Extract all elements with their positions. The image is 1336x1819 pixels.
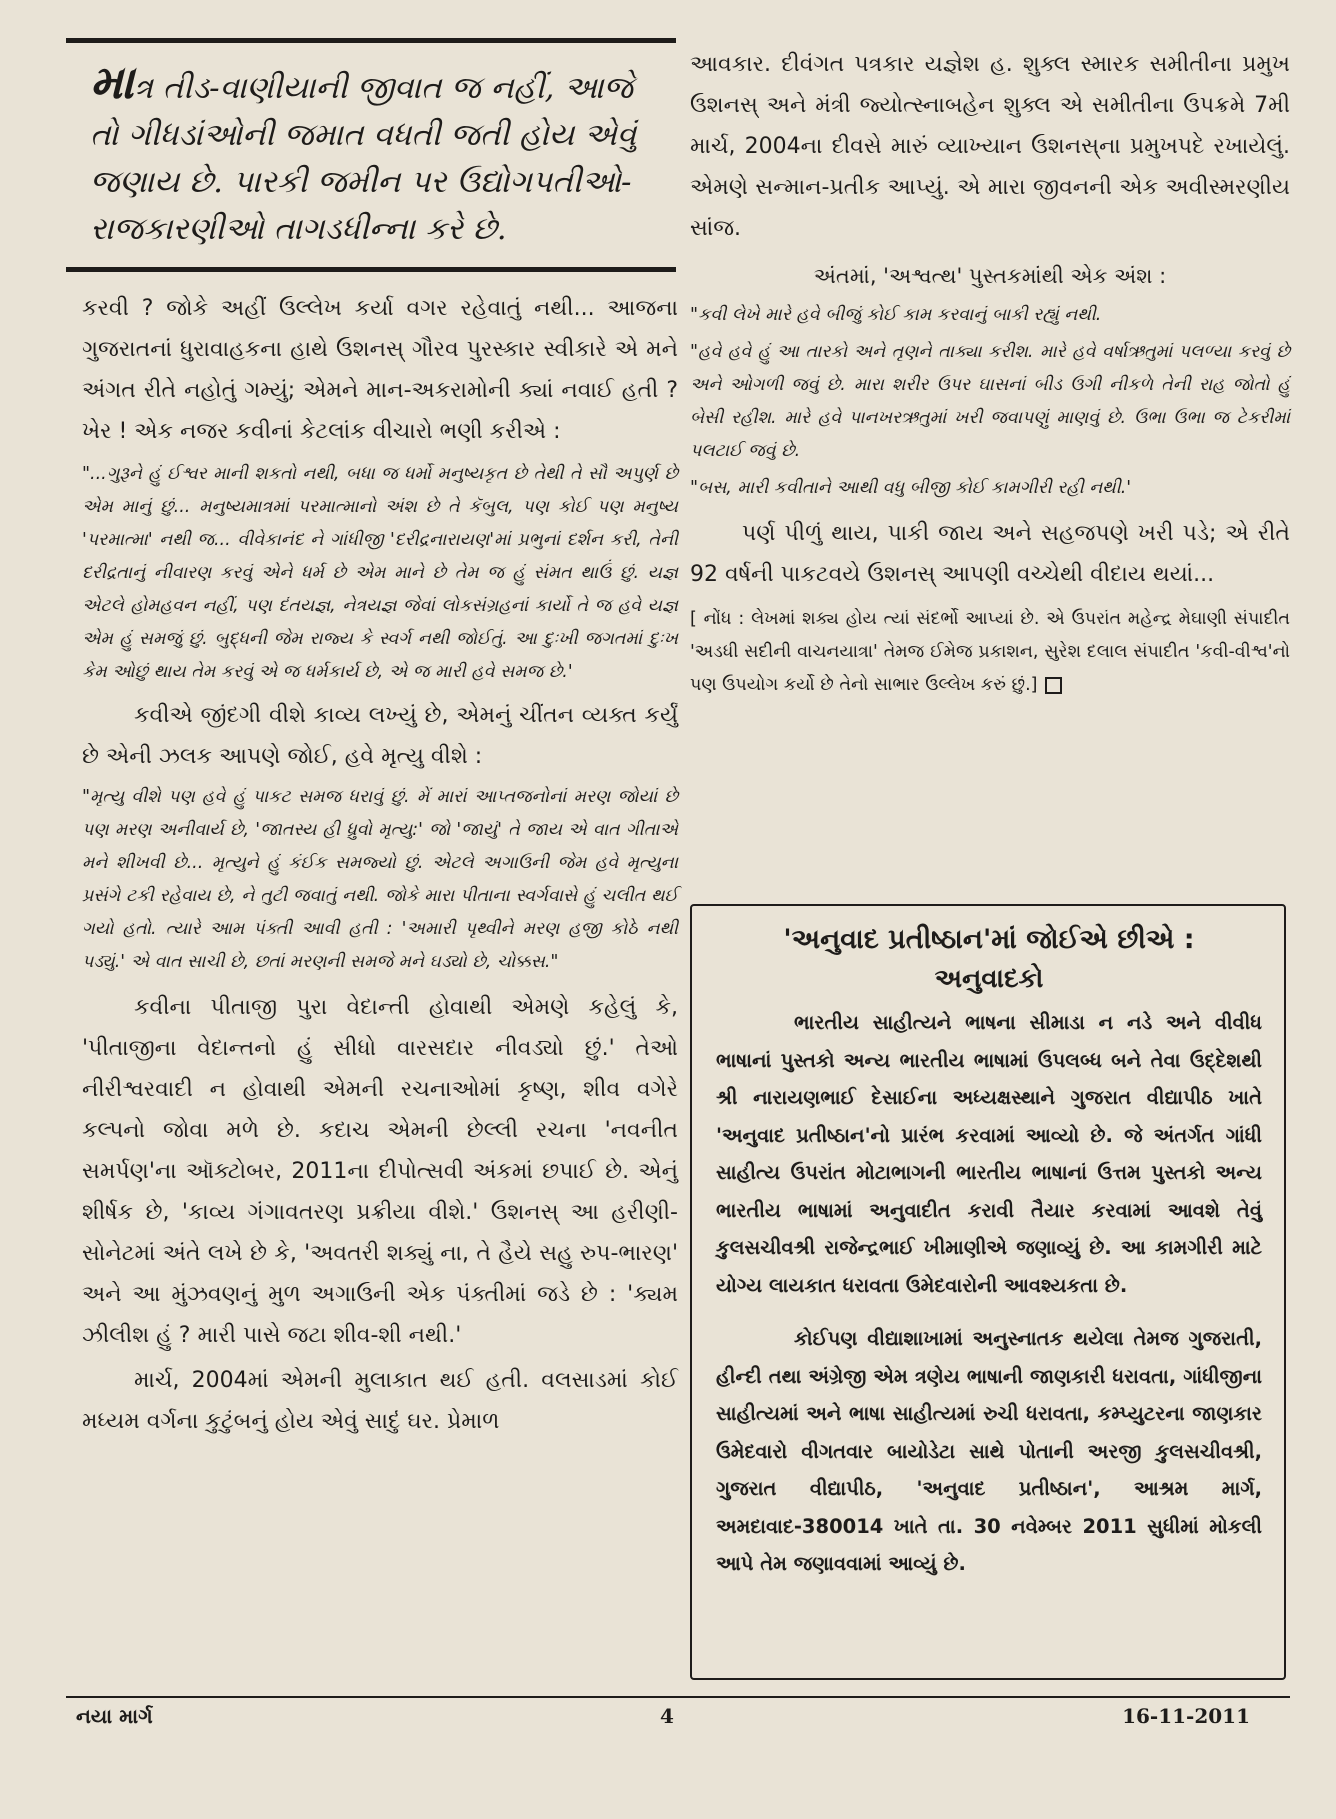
reference-note-text: [ નોંધ : લેખમાં શક્ય હોય ત્યાં સંદર્ભો આપ્યાં છે. એ ઉપરાંત મહેન્દ્ર મેઘાણી સંપાદીત 'અડધી સદીની વાચનયાત્રા' તેમજ ઈમેજ પ્રકાશન, સુરેશ દલાલ સંપાદીત 'કવી-વીશ્વ'નો પણ ઉપયોગ કર્યો છે તેનો સાભાર ઉલ્લેખ કરું છું.] bbox=[690, 609, 1290, 695]
end-square-icon bbox=[1045, 677, 1062, 694]
left-paragraph-3: કવીના પીતાજી પુરા વેદાન્તી હોવાથી એમણે કહેલું કે, 'પીતાજીના વેદાન્તનો હું સીધો વારસદાર નીવડ્યો છું.' તેઓ નીરીશ્વરવાદી ન હોવાથી એમની રચનાઓમાં કૃષ્ણ, શીવ વગેરે કલ્પનો જોવા મળે છે. કદાચ એમની છેલ્લી રચના 'નવનીત સમર્પણ'ના ઑક્ટોબર, 2011ના દીપોત્સવી અંકમાં છપાઈ છે. એનું શીર્ષક છે, 'કાવ્ય ગંગાવતરણ પ્રક્રીયા વીશે.' ઉશનસ્ આ હરીણી-સોનેટમાં અંતે લખે છે કે, 'અવતરી શક્યું ના, તે હૈયે સહુ રુપ-ભારણ' અને આ મુંઝવણનું મુળ અગાઉની એક પંક્તીમાં જડે છે : 'ક્યમ ઝીલીશ હું ? મારી પાસે જટા શીવ-શી નથી.' bbox=[82, 995, 678, 1348]
box-heading: 'અનુવાદ પ્રતીષ્ઠાન'માં જોઈએ છીએ : bbox=[783, 924, 1195, 955]
right-quote-1: "કવી લેખે મારે હવે બીજું કોઈ કામ કરવાનું બાકી રહ્યું નથી. bbox=[690, 305, 1102, 325]
issue-date: 16-11-2011 bbox=[1122, 1704, 1250, 1728]
reference-note bbox=[690, 603, 1290, 702]
box-paragraph-1: ભારતીય સાહીત્યને ભાષના સીમાડા ન નડે અને વીવીધ ભાષાનાં પુસ્તકો અન્ય ભારતીય ભાષામાં ઉપલબ્ધ બને તેવા ઉદ્દેશથી શ્રી નારાયણભાઈ દેસાઈના અધ્યક્ષસ્થાને ગુજરાત વીદ્યાપીઠ ખાતે 'અનુવાદ પ્રતીષ્ઠાન'નો પ્રારંભ કરવામાં આવ્યો છે. જે અંતર્ગત ગાંધી સાહીત્ય ઉપરાંત મોટાભાગની ભારતીય ભાષાનાં ઉત્તમ પુસ્તકો અન્ય ભારતીય ભાષામાં અનુવાદીત કરાવી તૈયાર કરવામાં આવશે તેવું કુલસચીવશ્રી રાજેન્દ્રભાઈ ખીમાણીએ જણાવ્યું છે. આ કામગીરી માટે યોગ્ય લાયકાત ધરાવતા ઉમેદવારોની આવશ્યકતા છે. bbox=[716, 1011, 1262, 1297]
left-paragraph-4: માર્ચ, 2004માં એમની મુલાકાત થઈ હતી. વલસાડમાં કોઈ મધ્યમ વર્ગના કુટુંબનું હોય એવું સાદું ઘર. પ્રેમાળ bbox=[82, 1368, 678, 1434]
right-paragraph-1: આવકાર. દીવંગત પત્રકાર યજ્ઞેશ હ. શુક્લ સ્મારક સમીતીના પ્રમુખ ઉશનસ્ અને મંત્રી જ્યોત્સ્નાબહેન શુક્લ એ સમીતીના ઉપક્રમે 7મી માર્ચ, 2004ના દીવસે મારું વ્યાખ્યાન ઉશનસ્‌ના પ્રમુખપદે રખાયેલું. એમણે સન્માન-પ્રતીક આપ્યું. એ મારા જીવનની એક અવીસ્મરણીય સાંજ. bbox=[690, 52, 1290, 241]
left-quote-2: "મૃત્યુ વીશે પણ હવે હું પાકટ સમજ ધરાવું છું. મેં મારાં આપ્તજનોનાં મરણ જોયાં છે પણ મરણ અનીવાર્ય છે, 'જાતસ્ય હી ધ્રુવો મૃત્યુ:' જો 'જાયું' તે જાય એ વાત ગીતાએ મને શીખવી છે... મૃત્યુને હું કંઈક સમજ્યો છું. એટલે અગાઉની જેમ હવે મૃત્યુના પ્રસંગે ટકી રહેવાય છે, ને તુટી જવાતું નથી. જોકે મારા પીતાના સ્વર્ગવાસે હું ચલીત થઈ ગયો હતો. ત્યારે આમ પંક્તી આવી હતી : 'અમારી પૃથ્વીને મરણ હજી કોઠે નથી પડ્યું.' એ વાત સાચી છે, છતાં મરણની સમજે મને ઘડ્યો છે, ચોક્કસ." bbox=[82, 787, 678, 972]
publication-name: નયા માર્ગ bbox=[76, 1704, 153, 1728]
right-quote-2: "હવે હવે હું આ તારકો અને તૃણને તાક્યા કરીશ. મારે હવે વર્ષાઋતુમાં પલળ્યા કરવું છે અને ઓગળી જવું છે. મારા શરીર ઉપર ઘાસનાં બીડ ઉગી નીકળે તેની રાહ જોતો હું બેસી રહીશ. મારે હવે પાનખરઋતુમાં ખરી જવાપણું માણવું છે. ઉભા ઉભા જ ટેકરીમાં પલટાઈ જવું છે. bbox=[690, 342, 1290, 461]
right-quote-3: "બસ, મારી કવીતાને આથી વધુ બીજી કોઈ કામગીરી રહી નથી.' bbox=[690, 478, 1132, 498]
page-number: 4 bbox=[660, 1704, 674, 1728]
box-paragraph-2: કોઈપણ વીદ્યાશાખામાં અનુસ્નાતક થયેલા તેમજ ગુજરાતી, હીન્દી તથા અંગ્રેજી એમ ત્રણેય ભાષાની જાણકારી ધરાવતા, ગાંધીજીના સાહીત્યમાં અને ભાષા સાહીત્યમાં રુચી ધરાવતા, કમ્પ્યુટરના જાણકાર ઉમેદવારો વીગતવાર બાયોડેટા સાથે પોતાની અરજી કુલસચીવશ્રી, ગુજરાત વીદ્યાપીઠ, 'અનુવાદ પ્રતીષ્ઠાન', આશ્રમ માર્ગ, અમદાવાદ-380014 ખાતે તા. 30 નવેમ્બર 2011 સુધીમાં મોકલી આપે તેમ જણાવવામાં આવ્યું છે. bbox=[716, 1327, 1262, 1575]
pull-quote-text bbox=[66, 43, 676, 267]
translators-wanted-box bbox=[690, 904, 1286, 1680]
left-column bbox=[82, 288, 678, 1442]
drop-cap: મા bbox=[90, 55, 134, 109]
excerpt-intro: અંતમાં, 'અશ્વત્થ' પુસ્તકમાંથી એક અંશ : bbox=[813, 264, 1167, 288]
left-paragraph-1: કરવી ? જોકે અહીં ઉલ્લેખ કર્યા વગર રહેવાતું નથી... આજના ગુજરાતનાં ધુરાવાહકના હાથે ઉશનસ્ ગૌરવ પુરસ્કાર સ્વીકારે એ મને અંગત રીતે નહોતું ગમ્યું; એમને માન-અકરામોની ક્યાં નવાઈ હતી ? ખેર ! એક નજર કવીનાં કેટલાંક વીચારો ભણી કરીએ : bbox=[82, 296, 678, 444]
right-paragraph-2: પર્ણ પીળું થાય, પાકી જાય અને સહજપણે ખરી પડે; એ રીતે 92 વર્ષની પાકટવયે ઉશનસ્ આપણી વચ્ચેથી વીદાય થયાં... bbox=[690, 521, 1290, 587]
pull-quote bbox=[66, 38, 676, 272]
pull-quote-body: ત્ર તીડ-વાણીયાની જીવાત જ નહીં, આજે તો ગીધડાંઓની જમાત વધતી જતી હોય એવું જણાય છે. પારકી જમીન પર ઉદ્યોગપતીઓ-રાજકારણીઓ તાગડધીન્ના કરે છે. bbox=[90, 70, 637, 247]
pull-quote-bottom-rule bbox=[66, 267, 676, 272]
right-column bbox=[690, 44, 1290, 702]
page-footer bbox=[66, 1696, 1290, 1738]
left-quote-1: "...ગુરૂને હું ઈશ્વર માની શકતો નથી, બધા જ ધર્મો મનુષ્યકૃત છે તેથી તે સૌ અપુર્ણ છે એમ માનું છું... મનુષ્યમાત્રમાં પરમાત્માનો અંશ છે તે કૅબુલ, પણ કોઈ પણ મનુષ્ય 'પરમાત્મા' નથી જ... વીવેકાનંદ ને ગાંધીજી 'દરીદ્રનારાયણ'માં પ્રભુનાં દર્શન કરી, તેની દરીદ્રતાનું નીવારણ કરવું એને ધર્મ છે એમ માને છે તેમ જ હું સંમત થાઉં છું. યજ્ઞ એટલે હોમહવન નહીં, પણ દંતયજ્ઞ, નેત્રયજ્ઞ જેવાં લોકસંગ્રહનાં કાર્યો તે જ હવે યજ્ઞ એમ હું સમજું છું. બુદ્ધની જેમ રાજ્ય કે સ્વર્ગ નથી જોઈતું. આ દુઃખી જગતમાં દુઃખ કેમ ઓછું થાય તેમ કરવું એ જ ધર્મકાર્ય છે, એ જ મારી હવે સમજ છે.' bbox=[82, 464, 678, 682]
box-subheading: અનુવાદકો bbox=[934, 964, 1044, 994]
left-paragraph-2: કવીએ જીંદગી વીશે કાવ્ય લખ્યું છે, એમનું ચીંતન વ્યક્ત કર્યું છે એની ઝલક આપણે જોઈ, હવે મૃત્યુ વીશે : bbox=[82, 703, 678, 769]
